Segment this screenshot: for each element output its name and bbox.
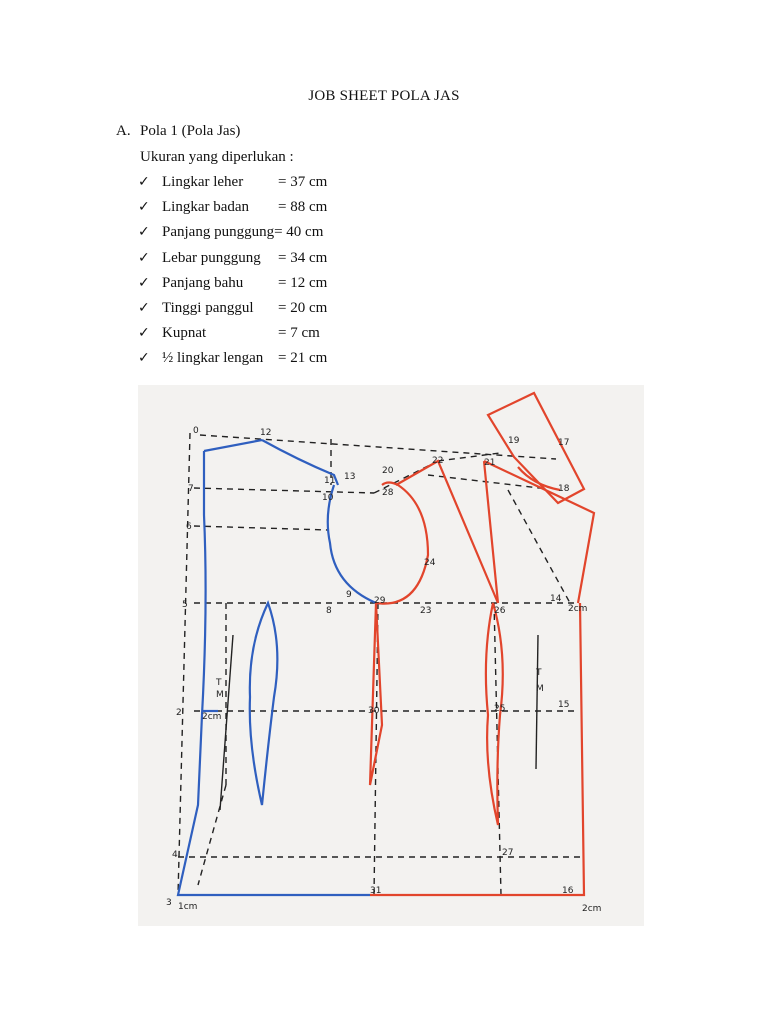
svg-text:20: 20 <box>382 466 394 476</box>
svg-text:T: T <box>536 668 542 678</box>
front-pattern-piece <box>370 393 594 895</box>
measurement-item: ✓ Panjang punggung= 40 cm <box>138 224 324 241</box>
measurement-item: ✓ Lingkar leher = 37 cm <box>138 174 328 190</box>
check-icon: ✓ <box>138 299 150 316</box>
section-letter: A. <box>116 123 131 139</box>
svg-text:2cm: 2cm <box>568 604 588 614</box>
pattern-drawing <box>138 385 644 926</box>
svg-text:9: 9 <box>346 590 352 600</box>
section-title: Pola 1 (Pola Jas) <box>140 123 241 139</box>
measurement-item: ✓ Lebar punggung = 34 cm <box>138 249 328 266</box>
svg-text:8: 8 <box>326 606 332 616</box>
check-icon: ✓ <box>138 325 150 342</box>
svg-text:17: 17 <box>558 438 570 448</box>
measurement-item: ✓ Kupnat = 7 cm <box>138 325 320 342</box>
svg-text:28: 28 <box>382 488 394 498</box>
svg-text:30: 30 <box>368 706 380 716</box>
svg-text:27: 27 <box>502 848 514 858</box>
check-icon: ✓ <box>138 174 150 190</box>
point-labels <box>166 426 601 914</box>
pattern-drawing-photo <box>138 385 644 926</box>
svg-text:0: 0 <box>193 426 199 436</box>
svg-text:5: 5 <box>182 600 188 610</box>
svg-text:2: 2 <box>176 708 182 718</box>
check-icon: ✓ <box>138 199 150 216</box>
svg-text:T: T <box>216 678 222 688</box>
svg-text:1cm: 1cm <box>178 902 198 912</box>
svg-text:26: 26 <box>494 606 506 616</box>
svg-text:4: 4 <box>172 850 178 860</box>
svg-text:7: 7 <box>188 484 194 494</box>
svg-text:6: 6 <box>186 522 192 532</box>
measurements-heading: Ukuran yang diperlukan : <box>140 149 294 165</box>
svg-text:2cm: 2cm <box>582 904 602 914</box>
svg-text:25: 25 <box>494 704 506 714</box>
svg-text:13: 13 <box>344 472 356 482</box>
svg-text:12: 12 <box>260 428 272 438</box>
svg-text:23: 23 <box>420 606 432 616</box>
measurement-item: ✓ Tinggi panggul = 20 cm <box>138 299 328 316</box>
svg-text:11: 11 <box>324 476 336 486</box>
measurement-item: ✓ ½ lingkar lengan = 21 cm <box>138 350 328 367</box>
svg-text:19: 19 <box>508 436 520 446</box>
check-icon: ✓ <box>138 350 150 367</box>
check-icon: ✓ <box>138 249 150 266</box>
measurement-list <box>138 172 327 374</box>
back-pattern-piece <box>178 440 376 895</box>
svg-text:14: 14 <box>550 594 562 604</box>
svg-text:31: 31 <box>370 886 382 896</box>
svg-text:22: 22 <box>432 456 444 466</box>
svg-text:M: M <box>536 684 544 694</box>
svg-text:M: M <box>216 690 224 700</box>
measurement-item: ✓ Panjang bahu = 12 cm <box>138 274 328 291</box>
svg-text:3: 3 <box>166 898 172 908</box>
svg-text:21: 21 <box>484 458 496 468</box>
guide-lines <box>178 433 584 895</box>
svg-text:24: 24 <box>424 558 436 568</box>
svg-text:29: 29 <box>374 596 386 606</box>
check-icon: ✓ <box>138 224 150 241</box>
svg-text:10: 10 <box>322 493 334 503</box>
svg-text:18: 18 <box>558 484 570 494</box>
svg-text:16: 16 <box>562 886 574 896</box>
measurement-item: ✓ Lingkar badan = 88 cm <box>138 199 328 216</box>
check-icon: ✓ <box>138 274 150 291</box>
svg-text:15: 15 <box>558 700 570 710</box>
document-title: JOB SHEET POLA JAS <box>308 88 460 104</box>
svg-text:2cm: 2cm <box>202 712 222 722</box>
